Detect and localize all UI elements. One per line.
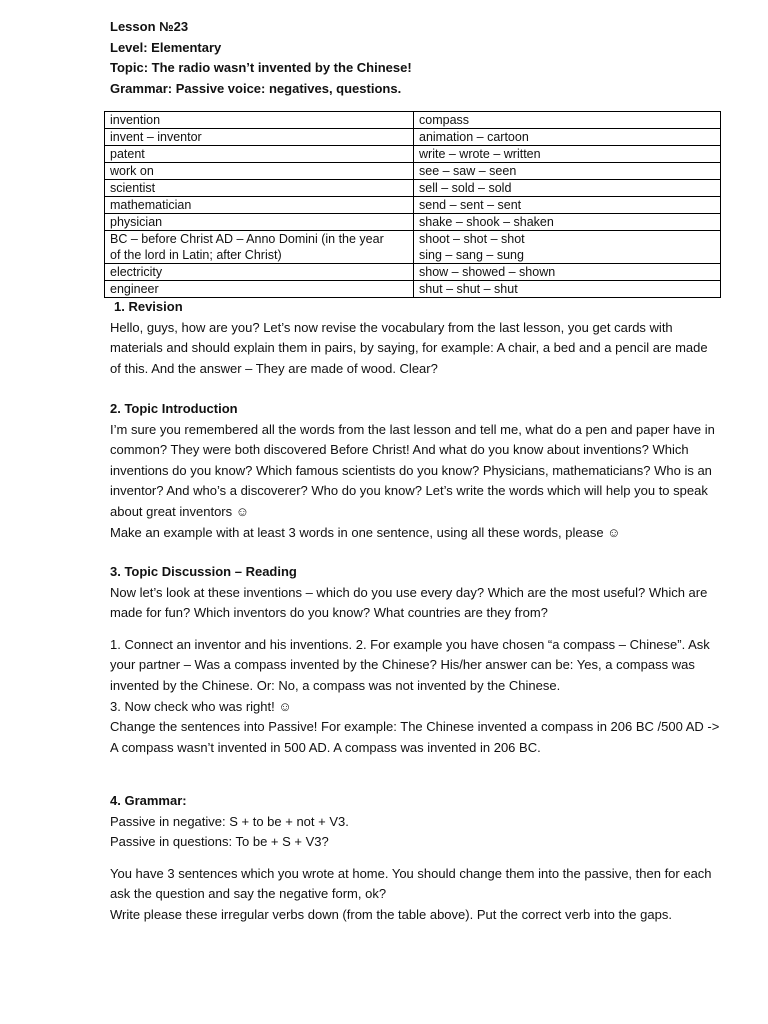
- lesson-grammar: Grammar: Passive voice: negatives, questions.: [110, 80, 402, 96]
- table-cell: write – wrote – written: [414, 146, 721, 163]
- lesson-level: Level: Elementary: [110, 39, 222, 55]
- table-row: [105, 214, 721, 231]
- paragraph: Make an example with at least 3 words in one sentence, using all these words, please ☺: [110, 524, 621, 540]
- grammar-rule-questions: Passive in questions: To be + S + V3?: [110, 834, 329, 850]
- section-heading: 3. Topic Discussion – Reading: [110, 564, 297, 579]
- table-cell: engineer: [105, 281, 414, 298]
- section-topic-introduction: [110, 399, 720, 543]
- table-cell: [414, 231, 721, 264]
- table-cell: send – sent – sent: [414, 197, 721, 214]
- table-row: [105, 112, 721, 129]
- table-cell: electricity: [105, 264, 414, 281]
- paragraph: 3. Now check who was right! ☺: [110, 698, 292, 714]
- table-row: [105, 163, 721, 180]
- section-revision: [110, 297, 720, 379]
- section-heading: 4. Grammar:: [110, 793, 187, 808]
- table-row: [105, 146, 721, 163]
- table-cell: patent: [105, 146, 414, 163]
- section-heading: 2. Topic Introduction: [110, 401, 238, 416]
- table-row: [105, 281, 721, 298]
- table-cell: shake – shook – shaken: [414, 214, 721, 231]
- table-cell: show – showed – shown: [414, 264, 721, 281]
- lesson-topic: Topic: The radio wasn’t invented by the Chinese!: [110, 60, 412, 75]
- table-row: [105, 231, 721, 264]
- table-cell: mathematician: [105, 197, 414, 214]
- table-cell-line: of the lord in Latin; after Christ): [110, 248, 282, 262]
- paragraph: Change the sentences into Passive! For example: The Chinese invented a compass in 206 BC /500 AD -> A compass wasn’t invented in 500 AD. A compass was invented in 206 BC.: [110, 719, 720, 755]
- table-cell-line: shoot – shot – shot: [419, 232, 525, 246]
- table-cell: animation – cartoon: [414, 129, 721, 146]
- table-cell: sell – sold – sold: [414, 180, 721, 197]
- table-cell: [105, 231, 414, 264]
- section-topic-discussion: [110, 562, 720, 758]
- table-cell: shut – shut – shut: [414, 281, 721, 298]
- table-cell-line: sing – sang – sung: [419, 248, 524, 262]
- table-cell: physician: [105, 214, 414, 231]
- vocabulary-table: [104, 111, 721, 298]
- table-cell: invention: [105, 112, 414, 129]
- paragraph: You have 3 sentences which you wrote at home. You should change them into the passive, then for each ask the question and say the negative form, ok?: [110, 865, 712, 902]
- lesson-number: Lesson №23: [110, 19, 189, 34]
- table-cell: scientist: [105, 180, 414, 197]
- table-row: [105, 129, 721, 146]
- table-row: [105, 197, 721, 214]
- lesson-header: [110, 17, 412, 99]
- table-cell: invent – inventor: [105, 129, 414, 146]
- paragraph: Now let’s look at these inventions – which do you use every day? Which are the most useful? Which are made for fun? Which inventors do you know? What countries are they from?: [110, 584, 708, 621]
- grammar-rule-negative: Passive in negative: S + to be + not + V3.: [110, 813, 349, 829]
- table-cell: work on: [105, 163, 414, 180]
- section-grammar: [110, 791, 720, 926]
- section-heading: 1. Revision: [114, 299, 183, 314]
- paragraph: I’m sure you remembered all the words from the last lesson and tell me, what do a pen and paper have in common? They were both discovered Before Christ! And what do you know about inventions? Which inventions do you know? Which famous scientists do you know? Physicians, mathematicians? Who is an inventor? And who’s a discoverer? Who do you know? Let’s write the words which will help you to speak about great inventors ☺: [110, 421, 715, 519]
- table-cell: compass: [414, 112, 721, 129]
- paragraph: 1. Connect an inventor and his inventions. 2. For example you have chosen “a compass – Chinese”. Ask your partner – Was a compass invented by the Chinese? His/her answer can be: Yes, a compass was invented by the Chinese. Or: No, a compass was not invented by the Chinese.: [110, 636, 710, 693]
- table-row: [105, 264, 721, 281]
- table-cell: see – saw – seen: [414, 163, 721, 180]
- table-row: [105, 180, 721, 197]
- paragraph: Hello, guys, how are you? Let’s now revise the vocabulary from the last lesson, you get cards with materials and should explain them in pairs, by saying, for example: A chair, a bed and a pencil are made of this. And the answer – They are made of wood. Clear?: [110, 319, 708, 376]
- table-cell-line: BC – before Christ AD – Anno Domini (in the year: [110, 232, 384, 246]
- paragraph: Write please these irregular verbs down (from the table above). Put the correct verb into the gaps.: [110, 906, 672, 922]
